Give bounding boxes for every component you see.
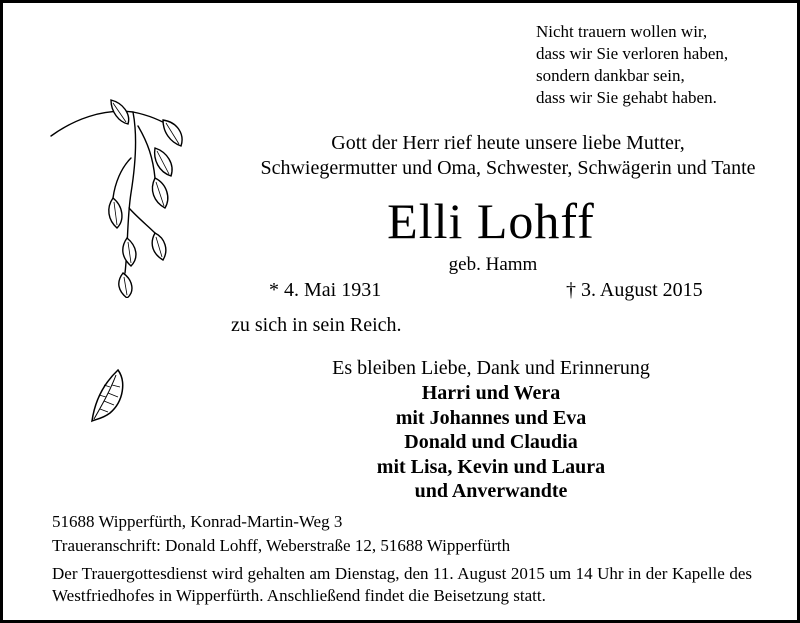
poem-line: Nicht trauern wollen wir, [536, 22, 708, 41]
mourners-list [303, 381, 679, 504]
poem-line: dass wir Sie verloren haben, [536, 44, 729, 63]
poem-line: sondern dankbar sein, [536, 66, 685, 85]
service-info: Der Trauergottesdienst wird gehalten am Dienstag, den 11. August 2015 um 14 Uhr in der Kapelle des Westfriedhofes in Wipperfürth. Anschließend findet die Beisetzung statt. [52, 564, 752, 605]
intro-text [213, 131, 800, 181]
maiden-name: geb. Hamm [448, 254, 538, 275]
mourner-line: und Anverwandte [414, 480, 568, 502]
deceased-name: Elli Lohff [387, 193, 595, 249]
mourner-line: Harri und Wera [421, 382, 561, 404]
falling-leaf-icon [88, 367, 128, 423]
address-block [52, 510, 510, 558]
home-address: 51688 Wipperfürth, Konrad-Martin-Weg 3 [52, 512, 343, 531]
poem-line: dass wir Sie gehabt haben. [536, 88, 717, 107]
poem [536, 21, 728, 109]
mourning-address: Traueranschrift: Donald Lohff, Weberstraße 12, 51688 Wipperfürth [52, 536, 511, 555]
mourner-line: mit Johannes und Eva [395, 406, 587, 429]
closing-line: zu sich in sein Reich. [231, 314, 402, 336]
mourner-line: mit Lisa, Kevin und Laura [376, 455, 606, 478]
intro-line: Schwiegermutter und Oma, Schwester, Schwägerin und Tante [260, 157, 756, 179]
birch-branch-icon [43, 98, 193, 298]
mourner-line: Donald und Claudia [404, 431, 578, 453]
intro-line: Gott der Herr rief heute unsere liebe Mutter, [331, 132, 685, 154]
birth-date: * 4. Mai 1931 [269, 279, 382, 301]
memory-line: Es bleiben Liebe, Dank und Erinnerung [332, 357, 650, 379]
death-date: † 3. August 2015 [566, 279, 703, 301]
